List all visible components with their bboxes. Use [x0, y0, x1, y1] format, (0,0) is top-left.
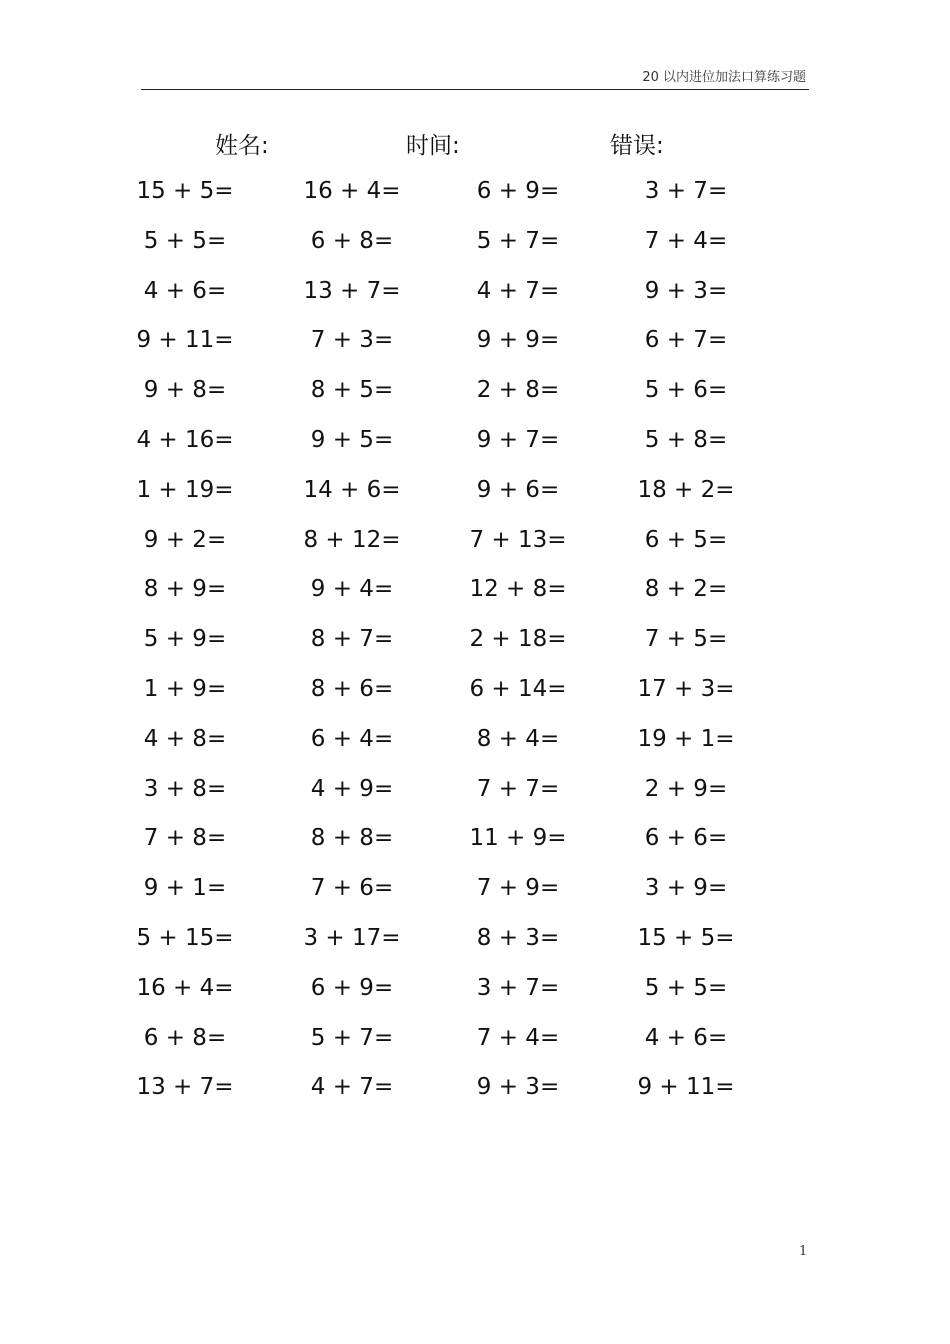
arithmetic-problem: 9 + 7= [476, 426, 560, 453]
arithmetic-problem: 8 + 2= [644, 576, 728, 603]
problem-row [0, 473, 950, 523]
arithmetic-problem: 11 + 9= [469, 825, 567, 852]
problem-row [0, 622, 950, 672]
arithmetic-problem: 9 + 11= [637, 1074, 735, 1101]
arithmetic-problem: 9 + 3= [644, 277, 728, 304]
problem-row [0, 772, 950, 822]
page-number: 1 [799, 1244, 808, 1259]
arithmetic-problem: 6 + 7= [644, 327, 728, 354]
time-label: 时间: [406, 133, 460, 159]
arithmetic-problem: 9 + 5= [310, 426, 394, 453]
arithmetic-problem: 8 + 4= [476, 725, 560, 752]
arithmetic-problem: 2 + 9= [644, 775, 728, 802]
arithmetic-problem: 3 + 17= [303, 924, 401, 951]
arithmetic-problem: 7 + 3= [310, 327, 394, 354]
arithmetic-problem: 19 + 1= [637, 725, 735, 752]
problem-row [0, 323, 950, 373]
arithmetic-problem: 7 + 4= [644, 227, 728, 254]
arithmetic-problem: 5 + 5= [644, 974, 728, 1001]
name-label: 姓名: [215, 133, 269, 159]
arithmetic-problem: 16 + 4= [303, 178, 401, 204]
arithmetic-problem: 8 + 12= [303, 526, 401, 553]
problem-row [0, 821, 950, 871]
arithmetic-problem: 15 + 5= [637, 924, 735, 951]
arithmetic-problem: 6 + 4= [310, 725, 394, 752]
arithmetic-problem: 2 + 18= [469, 626, 567, 653]
problem-row [0, 373, 950, 423]
arithmetic-problem: 4 + 7= [310, 1074, 394, 1101]
arithmetic-problem: 7 + 8= [143, 825, 227, 852]
problem-row [0, 1021, 950, 1071]
arithmetic-problem: 6 + 6= [644, 825, 728, 852]
arithmetic-problem: 6 + 8= [310, 227, 394, 254]
arithmetic-problem: 13 + 7= [303, 277, 401, 304]
problem-row [0, 871, 950, 921]
arithmetic-problem: 3 + 9= [644, 875, 728, 902]
arithmetic-problem: 14 + 6= [303, 476, 401, 503]
worksheet-title: 20 以内进位加法口算练习题 [642, 70, 806, 85]
arithmetic-problem: 5 + 5= [143, 227, 227, 254]
arithmetic-problem: 15 + 5= [136, 178, 234, 204]
arithmetic-problem: 9 + 1= [143, 875, 227, 902]
arithmetic-problem: 1 + 9= [143, 675, 227, 702]
problem-row [0, 174, 950, 224]
header-divider [141, 89, 809, 90]
arithmetic-problem: 7 + 6= [310, 875, 394, 902]
arithmetic-problem: 6 + 8= [143, 1024, 227, 1051]
arithmetic-problem: 4 + 6= [143, 277, 227, 304]
problem-row [0, 523, 950, 573]
arithmetic-problem: 3 + 7= [476, 974, 560, 1001]
arithmetic-problem: 2 + 8= [476, 377, 560, 404]
problem-row [0, 274, 950, 324]
errors-label: 错误: [610, 133, 664, 159]
arithmetic-problem: 8 + 5= [310, 377, 394, 404]
problem-row [0, 921, 950, 971]
problem-grid [0, 174, 950, 1120]
arithmetic-problem: 4 + 9= [310, 775, 394, 802]
problem-row [0, 672, 950, 722]
arithmetic-problem: 8 + 7= [310, 626, 394, 653]
arithmetic-problem: 5 + 8= [644, 426, 728, 453]
arithmetic-problem: 9 + 8= [143, 377, 227, 404]
arithmetic-problem: 16 + 4= [136, 974, 234, 1001]
arithmetic-problem: 9 + 9= [476, 327, 560, 354]
arithmetic-problem: 17 + 3= [637, 675, 735, 702]
arithmetic-problem: 9 + 6= [476, 476, 560, 503]
arithmetic-problem: 5 + 9= [143, 626, 227, 653]
arithmetic-problem: 9 + 2= [143, 526, 227, 553]
arithmetic-problem: 7 + 7= [476, 775, 560, 802]
arithmetic-problem: 8 + 8= [310, 825, 394, 852]
problem-row [0, 971, 950, 1021]
arithmetic-problem: 7 + 5= [644, 626, 728, 653]
problem-row [0, 1070, 950, 1120]
arithmetic-problem: 9 + 11= [136, 327, 234, 354]
arithmetic-problem: 5 + 6= [644, 377, 728, 404]
arithmetic-problem: 8 + 6= [310, 675, 394, 702]
arithmetic-problem: 5 + 7= [310, 1024, 394, 1051]
arithmetic-problem: 8 + 9= [143, 576, 227, 603]
arithmetic-problem: 5 + 15= [136, 924, 234, 951]
arithmetic-problem: 3 + 8= [143, 775, 227, 802]
arithmetic-problem: 1 + 19= [136, 476, 234, 503]
arithmetic-problem: 3 + 7= [644, 178, 728, 204]
arithmetic-problem: 7 + 13= [469, 526, 567, 553]
arithmetic-problem: 4 + 6= [644, 1024, 728, 1051]
problem-row [0, 572, 950, 622]
arithmetic-problem: 8 + 3= [476, 924, 560, 951]
problem-row [0, 423, 950, 473]
arithmetic-problem: 7 + 4= [476, 1024, 560, 1051]
arithmetic-problem: 9 + 3= [476, 1074, 560, 1101]
problem-row [0, 224, 950, 274]
arithmetic-problem: 6 + 14= [469, 675, 567, 702]
arithmetic-problem: 6 + 9= [310, 974, 394, 1001]
arithmetic-problem: 4 + 7= [476, 277, 560, 304]
arithmetic-problem: 12 + 8= [469, 576, 567, 603]
arithmetic-problem: 13 + 7= [136, 1074, 234, 1101]
arithmetic-problem: 6 + 5= [644, 526, 728, 553]
arithmetic-problem: 7 + 9= [476, 875, 560, 902]
arithmetic-problem: 4 + 16= [136, 426, 234, 453]
arithmetic-problem: 5 + 7= [476, 227, 560, 254]
arithmetic-problem: 18 + 2= [637, 476, 735, 503]
problem-row [0, 722, 950, 772]
arithmetic-problem: 9 + 4= [310, 576, 394, 603]
arithmetic-problem: 6 + 9= [476, 178, 560, 204]
arithmetic-problem: 4 + 8= [143, 725, 227, 752]
